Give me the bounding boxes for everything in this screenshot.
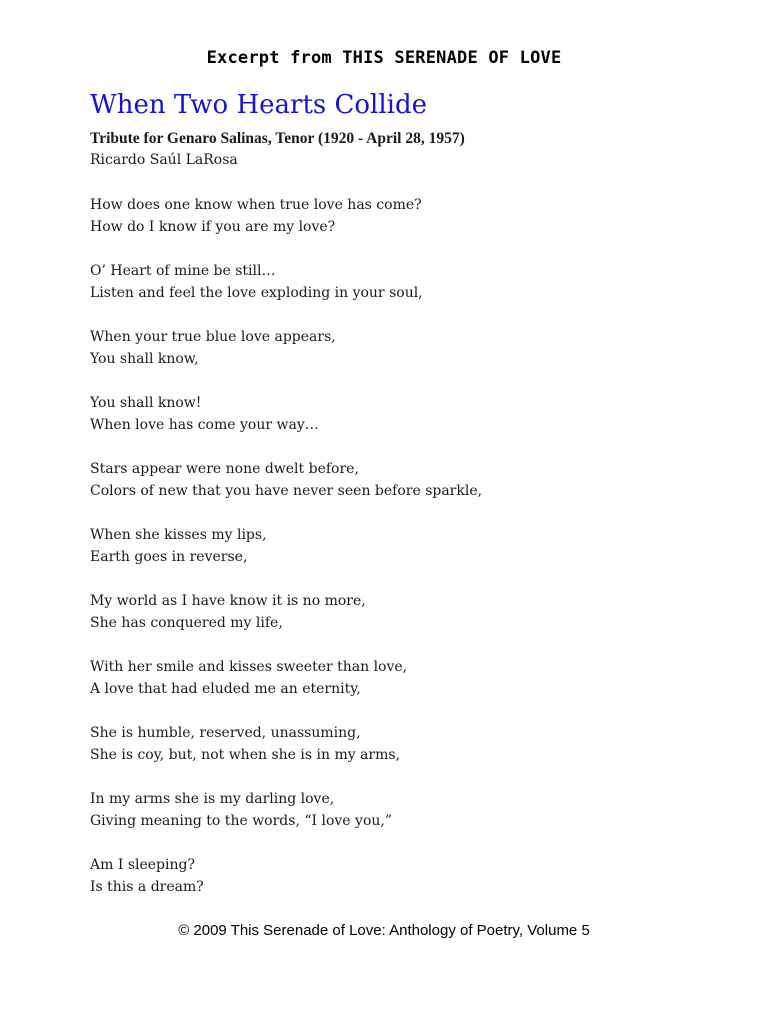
poem-line: My world as I have know it is no more, xyxy=(90,593,366,609)
poem-line: She is humble, reserved, unassuming, xyxy=(90,725,361,741)
poem-line: A love that had eluded me an eternity, xyxy=(90,681,361,697)
poem-line: With her smile and kisses sweeter than love, xyxy=(90,659,408,675)
poem-author: Ricardo Saúl LaRosa xyxy=(90,152,238,168)
poem-line: She is coy, but, not when she is in my arms, xyxy=(90,747,401,763)
stanza xyxy=(90,788,482,854)
page-header: Excerpt from THIS SERENADE OF LOVE xyxy=(206,48,562,68)
stanza xyxy=(90,524,482,590)
stanza xyxy=(90,260,482,326)
stanza xyxy=(90,656,482,722)
poem-line: In my arms she is my darling love, xyxy=(90,791,335,807)
poem-line: Stars appear were none dwelt before, xyxy=(90,461,359,477)
stanza xyxy=(90,392,482,458)
stanza xyxy=(90,458,482,524)
stanza xyxy=(90,722,482,788)
poem-line: Am I sleeping? xyxy=(90,857,195,873)
stanza xyxy=(90,854,482,920)
poem-line: When love has come your way… xyxy=(90,417,319,433)
poem-line: Listen and feel the love exploding in your soul, xyxy=(90,285,423,301)
poem-line: She has conquered my life, xyxy=(90,615,283,631)
stanza xyxy=(90,590,482,656)
poem-line: Is this a dream? xyxy=(90,879,204,895)
poem-line: When she kisses my lips, xyxy=(90,527,267,543)
stanza xyxy=(90,194,482,260)
poem-line: Giving meaning to the words, “I love you,” xyxy=(90,813,392,829)
poem-line: You shall know, xyxy=(90,351,199,367)
poem-line: When your true blue love appears, xyxy=(90,329,336,345)
poem-line: O’ Heart of mine be still… xyxy=(90,263,276,279)
poem-line: Earth goes in reverse, xyxy=(90,549,248,565)
poem-body xyxy=(90,194,482,920)
poem-line: How do I know if you are my love? xyxy=(90,219,336,235)
copyright-footer: © 2009 This Serenade of Love: Anthology of Poetry, Volume 5 xyxy=(178,922,590,939)
poem-line: How does one know when true love has come? xyxy=(90,197,422,213)
stanza xyxy=(90,326,482,392)
poem-line: Colors of new that you have never seen before sparkle, xyxy=(90,483,483,499)
poem-line: You shall know! xyxy=(90,395,202,411)
poem-tribute: Tribute for Genaro Salinas, Tenor (1920 - April 28, 1957) xyxy=(90,130,465,147)
poem-title: When Two Hearts Collide xyxy=(90,90,428,120)
